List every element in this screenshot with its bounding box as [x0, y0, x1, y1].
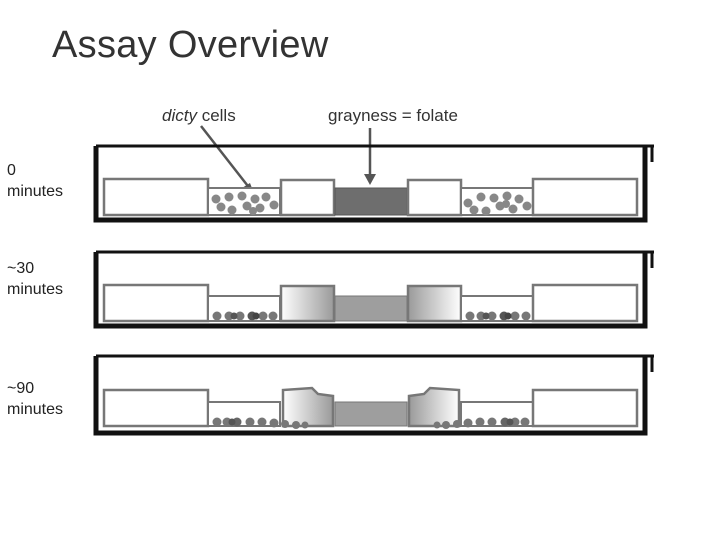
agar-block-inner-right [408, 180, 461, 215]
agar-block-right [533, 390, 637, 426]
agar-block-left [104, 179, 208, 215]
dish-panel-0 [90, 146, 654, 220]
agar-block-inner-left [281, 180, 334, 215]
agar-block-right [533, 179, 637, 215]
timepoint-unit: minutes [7, 183, 64, 200]
agar-block-inner-left-eroded [283, 388, 333, 426]
agar-block-inner-right [408, 286, 461, 321]
slide-title: Assay Overview [52, 24, 329, 66]
folate-label: grayness = folate [328, 106, 458, 125]
timepoint-unit: minutes [7, 281, 64, 298]
dish-panel-30 [96, 252, 654, 326]
folate-trough [335, 402, 407, 426]
dish-panel-90 [96, 356, 654, 433]
agar-block-inner-right-eroded [409, 388, 459, 426]
timepoint-unit: minutes [7, 401, 64, 418]
cells-word: cells [196, 106, 236, 125]
folate-trough [335, 296, 407, 321]
dicty-word: dicty [162, 106, 197, 125]
timepoint-value: 0 [7, 162, 16, 179]
folate-trough [335, 188, 407, 215]
timepoint-value: ~90 [7, 380, 35, 397]
agar-block-right [533, 285, 637, 321]
timepoint-value: ~30 [7, 260, 35, 277]
folate-arrowhead [364, 174, 376, 185]
agar-block-left [104, 285, 208, 321]
agar-block-inner-left [281, 286, 334, 321]
agar-block-left [104, 390, 208, 426]
